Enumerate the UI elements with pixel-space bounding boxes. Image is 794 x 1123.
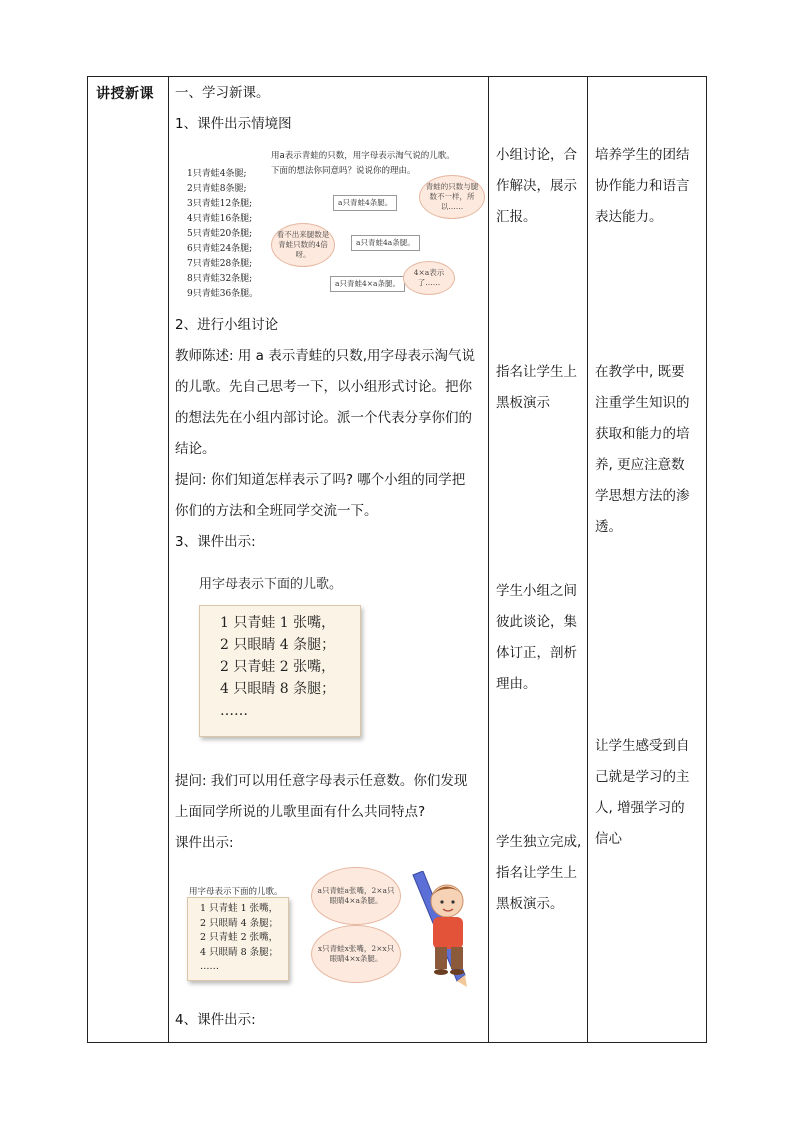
design-intent-text <box>595 357 702 543</box>
poem-text <box>220 612 335 722</box>
paragraph-line: 提问: 我们可以用任意字母表示任意数。你们发现 <box>175 773 468 789</box>
text-line: 黑板演示 <box>496 395 550 411</box>
column-divider <box>488 77 489 1042</box>
text-line: 小组讨论，合 <box>496 147 577 163</box>
poem-line: …… <box>220 703 248 719</box>
idea-box: a只青蛙4条腿。 <box>333 195 397 211</box>
text-line: 学思想方法的渗 <box>595 488 690 504</box>
poem-line: 4 只眼睛 8 条腿； <box>200 946 279 958</box>
student-activity-text <box>496 357 582 419</box>
list-item: 5只青蛙20条腿; <box>187 229 253 239</box>
list-item: 7只青蛙28条腿; <box>187 259 253 269</box>
list-item: 4只青蛙16条腿; <box>187 214 253 224</box>
thought-cloud: a只青蛙a张嘴，2×a只眼睛4×a条腿。 <box>311 867 401 925</box>
thought-cloud: 青蛙的只数与腿数不一样，所以…… <box>419 175 485 219</box>
poem-title: 用字母表示下面的儿歌。 <box>199 577 343 592</box>
list-item: 6只青蛙24条腿; <box>187 244 253 254</box>
poem-illustration <box>175 565 475 755</box>
poem-line: 2 只青蛙 2 张嘴， <box>200 932 279 943</box>
text-line: 指名让学生上 <box>496 364 577 380</box>
boy-with-pencil-icon <box>405 871 483 989</box>
row-header: 讲授新课 <box>96 86 154 102</box>
poem-line: 2 只青蛙 2 张嘴， <box>220 659 336 675</box>
text-line: 在教学中, 既要 <box>595 364 685 380</box>
text-line: 指名让学生上 <box>496 865 577 881</box>
thought-cloud: x只青蛙x张嘴，2×x只眼睛4×x条腿。 <box>311 925 401 983</box>
section-heading: 一、学习新课。 <box>175 85 270 101</box>
text-line: 人, 增强学习的 <box>595 800 685 816</box>
illustration-title: 用字母表示下面的儿歌。 <box>189 887 283 897</box>
text-line: 己就是学习的主 <box>595 769 690 785</box>
text-line: 汇报。 <box>496 209 537 225</box>
prompt-line: 下面的想法你同意吗？说说你的理由。 <box>271 166 416 176</box>
thought-cloud: 看不出来腿数是青蛙只数的4倍呀。 <box>271 223 335 267</box>
prompt-line: 用a表示青蛙的只数，用字母表示淘气说的儿歌。 <box>271 151 455 161</box>
text-line: 注重学生知识的 <box>595 395 690 411</box>
step-heading: 4、课件出示: <box>175 1012 256 1028</box>
step-heading: 2、进行小组讨论 <box>175 317 279 333</box>
text-line: 体订正，剖析 <box>496 645 577 661</box>
thought-cloud: 4×a表示了…… <box>403 261 455 295</box>
paragraph-line: 你们的方法和全班同学交流一下。 <box>175 503 378 519</box>
idea-box: a只青蛙4×a条腿。 <box>330 276 405 292</box>
list-item: 1只青蛙4条腿; <box>187 169 247 179</box>
column-divider <box>168 77 169 1042</box>
lesson-table <box>87 76 707 1043</box>
list-item: 3只青蛙12条腿; <box>187 199 253 209</box>
list-item: 8只青蛙32条腿; <box>187 274 253 284</box>
list-item: 9只青蛙36条腿。 <box>187 289 259 299</box>
text-line: 作解决，展示 <box>496 178 577 194</box>
student-activity-text <box>496 576 582 700</box>
text-line: 让学生感受到自 <box>595 738 690 754</box>
poem-paper <box>187 897 289 981</box>
paragraph-line: 的想法先在小组内部讨论。派一个代表分享你们的 <box>175 410 472 426</box>
poem-line: 2 只眼睛 4 条腿； <box>220 637 336 653</box>
student-activity-text <box>496 140 582 233</box>
poem-paper <box>199 605 361 737</box>
text-line: 信心 <box>595 831 622 847</box>
poem-line: …… <box>200 961 219 972</box>
poem-line: 1 只青蛙 1 张嘴， <box>200 903 279 914</box>
step-heading: 3、课件出示: <box>175 534 256 550</box>
paragraph-line: 教师陈述: 用 a 表示青蛙的只数,用字母表示淘气说 <box>175 348 475 364</box>
text-line: 透。 <box>595 519 622 535</box>
text-line: 学生小组之间 <box>496 583 577 599</box>
paragraph-line: 提问: 你们知道怎样表示了吗? 哪个小组的同学把 <box>175 472 466 488</box>
poem-line: 4 只眼睛 8 条腿； <box>220 681 336 697</box>
idea-box: a只青蛙4a条腿。 <box>351 235 420 251</box>
column-divider <box>587 77 588 1042</box>
poem-line: 2 只眼睛 4 条腿； <box>200 917 279 929</box>
text-line: 协作能力和语言 <box>595 178 690 194</box>
text-line: 培养学生的团结 <box>595 147 690 163</box>
paragraph-line: 结论。 <box>175 441 216 457</box>
paragraph-line: 上面同学所说的儿歌里面有什么共同特点? <box>175 804 426 820</box>
poem-answer-illustration <box>175 867 485 992</box>
text-line: 获取和能力的培 <box>595 426 690 442</box>
text-line: 理由。 <box>496 676 537 692</box>
poem-line: 1 只青蛙 1 张嘴， <box>220 615 336 631</box>
step-heading: 1、课件出示情境图 <box>175 116 292 132</box>
student-activity-text <box>496 827 582 920</box>
frog-scene-illustration <box>175 143 485 303</box>
text-line: 表达能力。 <box>595 209 663 225</box>
scene-prompt <box>271 149 455 179</box>
paragraph-line: 的儿歌。先自己思考一下，以小组形式讨论。把你 <box>175 379 472 395</box>
text-line: 黑板演示。 <box>496 896 564 912</box>
poem-text <box>200 902 278 975</box>
step-heading: 课件出示: <box>175 835 234 851</box>
list-item: 2只青蛙8条腿; <box>187 184 247 194</box>
design-intent-text <box>595 140 702 233</box>
frog-leg-list <box>187 167 258 302</box>
row-header-cell <box>88 77 168 103</box>
text-line: 养, 更应注意数 <box>595 457 685 473</box>
text-line: 彼此谈论，集 <box>496 614 577 630</box>
text-line: 学生独立完成, <box>496 834 582 850</box>
design-intent-text <box>595 731 702 855</box>
